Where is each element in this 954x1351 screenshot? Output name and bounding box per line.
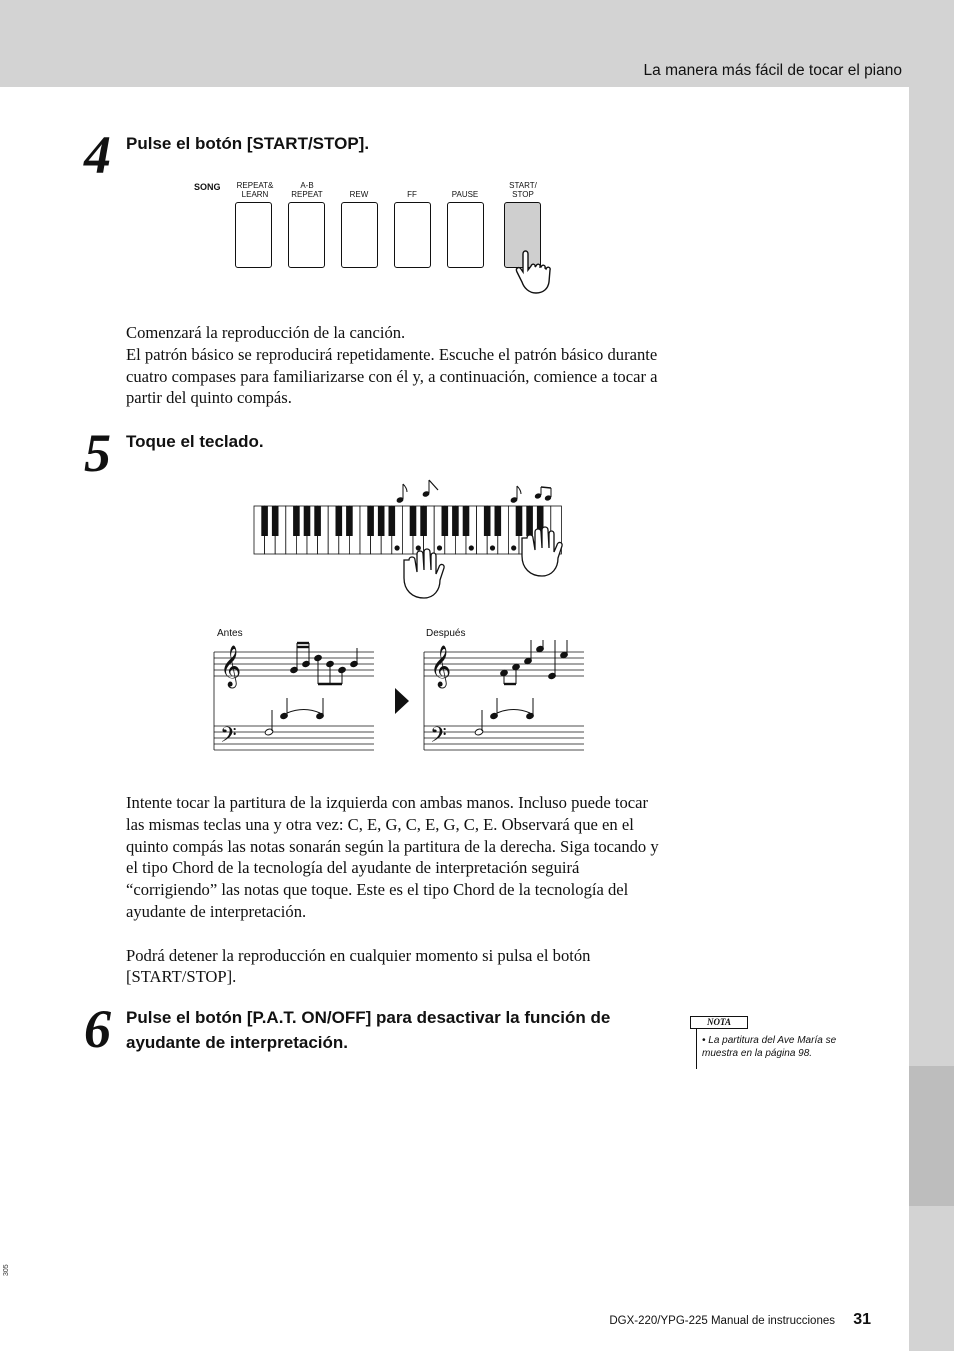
key-marker-dot bbox=[395, 545, 400, 550]
eighth-note-icon-2 bbox=[510, 486, 521, 504]
start-stop-label: START/ STOP bbox=[509, 181, 537, 199]
chapter-tab bbox=[909, 1066, 954, 1206]
step-6-title: Pulse el botón [P.A.T. ON/OFF] para desactivar la función de ayudante de interpretación. bbox=[126, 1008, 611, 1052]
ab-repeat-button[interactable] bbox=[288, 202, 325, 268]
beamed-notes-icon bbox=[534, 487, 552, 501]
black-key bbox=[261, 506, 268, 536]
black-key bbox=[389, 506, 396, 536]
note-rule bbox=[696, 1029, 697, 1069]
black-key bbox=[495, 506, 502, 536]
black-key bbox=[378, 506, 385, 536]
keyboard-illustration bbox=[252, 478, 564, 608]
score-before bbox=[214, 643, 374, 753]
rew-label: REW bbox=[349, 189, 369, 199]
footer-manual-title: DGX-220/YPG-225 Manual de instrucciones bbox=[609, 1315, 835, 1327]
black-key bbox=[293, 506, 300, 536]
note-text: • La partitura del Ave María se muestra en la página 98. bbox=[702, 1035, 837, 1059]
arrow-right-icon bbox=[395, 688, 409, 714]
black-key bbox=[272, 506, 279, 536]
score-after bbox=[424, 640, 584, 753]
black-key bbox=[367, 506, 374, 536]
eighth-note-icon bbox=[396, 484, 407, 504]
step-5-paragraph-2: Podrá detener la reproducción en cualquier momento si pulsa el botón [START/STOP]. bbox=[126, 945, 591, 987]
page-header-title: La manera más fácil de tocar el piano bbox=[643, 62, 902, 79]
treble-clef-icon: 𝄞 bbox=[220, 646, 242, 687]
step-5-title: Toque el teclado. bbox=[126, 432, 264, 451]
step-number-5: 5 bbox=[84, 423, 111, 483]
bass-clef-icon-2: 𝄢 bbox=[430, 723, 447, 753]
bass-clef-icon: 𝄢 bbox=[220, 723, 237, 753]
black-key bbox=[336, 506, 343, 536]
rew-button[interactable] bbox=[341, 202, 378, 268]
pause-button[interactable] bbox=[447, 202, 484, 268]
step-4-paragraph-2: El patrón básico se reproducirá repetidamente. Escuche el patrón básico durante cuatro compases para familiarizarse con él y, a continuación, comience a tocar a partir del quinto compás. bbox=[126, 344, 658, 408]
black-key bbox=[420, 506, 427, 536]
song-group-label: SONG bbox=[194, 182, 221, 192]
black-key bbox=[410, 506, 417, 536]
black-key bbox=[304, 506, 311, 536]
ff-button[interactable] bbox=[394, 202, 431, 268]
black-key bbox=[346, 506, 353, 536]
score-comparison bbox=[212, 640, 588, 760]
step-4-description bbox=[126, 322, 666, 409]
key-marker-dot bbox=[490, 545, 495, 550]
step-5-paragraph-1: Intente tocar la partitura de la izquierda con ambas manos. Incluso puede tocar las mismas teclas una y otra vez: C, E, G, C, E, G, C, E. Observará que en el quinto compás las notas sonarán según la partitura de la derecha. Siga tocando y el tipo Chord de la tecnología del ayudante de interpretación seguirá “corrigiendo” las notas que toque. Este es el tipo Chord de la tecnología del ayudante de interpretación. bbox=[126, 793, 659, 921]
repeat-learn-label: REPEAT& LEARN bbox=[236, 181, 274, 199]
song-control-panel bbox=[185, 176, 575, 301]
score-before-label: Antes bbox=[217, 628, 243, 639]
key-marker-dot bbox=[437, 545, 442, 550]
black-key bbox=[463, 506, 470, 536]
note-tag: NOTA bbox=[690, 1016, 748, 1029]
step-5-description bbox=[126, 792, 666, 988]
black-key bbox=[442, 506, 449, 536]
black-key bbox=[516, 506, 523, 536]
score-after-label: Después bbox=[426, 628, 466, 639]
black-key bbox=[484, 506, 491, 536]
key-marker-dot bbox=[511, 545, 516, 550]
black-key bbox=[314, 506, 321, 536]
left-hand-icon bbox=[404, 549, 444, 598]
pause-label: PAUSE bbox=[451, 189, 479, 199]
step-number-4: 4 bbox=[84, 125, 111, 185]
black-key bbox=[452, 506, 459, 536]
eighth-note-pair-icon bbox=[422, 480, 438, 498]
step-4-paragraph-1: Comenzará la reproducción de la canción. bbox=[126, 323, 406, 342]
treble-clef-icon-2: 𝄞 bbox=[430, 646, 452, 687]
step-number-6: 6 bbox=[84, 999, 111, 1059]
page-number: 31 bbox=[853, 1311, 871, 1328]
ff-label: FF bbox=[407, 189, 417, 199]
repeat-learn-button[interactable] bbox=[235, 202, 272, 268]
ab-repeat-label: A-B REPEAT bbox=[291, 181, 323, 199]
pressing-hand-icon bbox=[513, 248, 563, 298]
black-key bbox=[526, 506, 533, 536]
key-marker-dot bbox=[416, 545, 421, 550]
side-code: 305 bbox=[3, 1264, 10, 1276]
step-4-title: Pulse el botón [START/STOP]. bbox=[126, 134, 370, 153]
key-marker-dot bbox=[469, 545, 474, 550]
